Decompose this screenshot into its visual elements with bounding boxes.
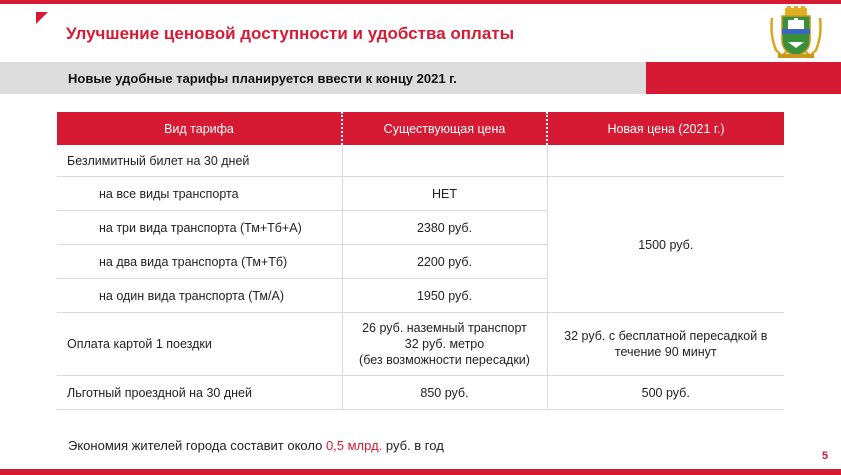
tariff-label: на два вида транспорта (Тм+Тб) — [57, 245, 342, 279]
current-price: 2200 руб. — [342, 245, 547, 279]
economy-amount: 0,5 млрд. — [325, 438, 383, 453]
table-row — [57, 376, 784, 410]
unlimited-new-price: 1500 руб. — [547, 177, 784, 313]
card-new-price — [547, 313, 784, 376]
slide-title: Улучшение ценовой доступности и удобства оплаты — [66, 24, 515, 43]
card-current-price — [342, 313, 547, 376]
economy-prefix: Экономия жителей города составит около — [68, 438, 326, 453]
tariff-label: на один вида транспорта (Тм/А) — [57, 279, 342, 313]
card-new-line: 32 руб. с бесплатной пересадкой в — [564, 329, 768, 343]
current-price: НЕТ — [342, 177, 547, 211]
card-current-line: 26 руб. наземный транспорт — [362, 321, 527, 335]
empty-cell — [547, 145, 784, 177]
tariff-label: на все виды транспорта — [57, 177, 342, 211]
title-corner-mark — [36, 12, 48, 24]
card-payment-label: Оплата картой 1 поездки — [57, 313, 342, 376]
current-price: 2380 руб. — [342, 211, 547, 245]
discount-current-price: 850 руб. — [342, 376, 547, 410]
header-tariff-type: Вид тарифа — [57, 112, 342, 145]
subtitle-accent-block — [646, 62, 841, 94]
tariff-table — [57, 112, 784, 410]
city-coat-of-arms-icon — [768, 6, 824, 60]
unlimited-group-label: Безлимитный билет на 30 дней — [57, 145, 342, 177]
current-price: 1950 руб. — [342, 279, 547, 313]
discount-pass-label: Льготный проездной на 30 дней — [57, 376, 342, 410]
card-current-line: 32 руб. метро — [404, 337, 485, 351]
card-new-line: течение 90 минут — [614, 345, 717, 359]
table-header-row — [57, 112, 784, 145]
bottom-accent-bar — [0, 469, 841, 475]
discount-new-price: 500 руб. — [547, 376, 784, 410]
economy-suffix: руб. в год — [382, 438, 444, 453]
slide-subtitle: Новые удобные тарифы планируется ввести к концу 2021 г. — [68, 71, 457, 86]
page-number: 5 — [822, 450, 829, 462]
tariff-label: на три вида транспорта (Тм+Тб+А) — [57, 211, 342, 245]
card-current-line: (без возможности пересадки) — [359, 353, 530, 367]
empty-cell — [342, 145, 547, 177]
table-row — [57, 313, 784, 376]
economy-note — [68, 438, 444, 453]
table-row — [57, 145, 784, 177]
header-current-price: Существующая цена — [342, 112, 547, 145]
header-new-price: Новая цена (2021 г.) — [547, 112, 784, 145]
top-accent-bar — [0, 0, 841, 4]
table-row — [57, 177, 784, 211]
